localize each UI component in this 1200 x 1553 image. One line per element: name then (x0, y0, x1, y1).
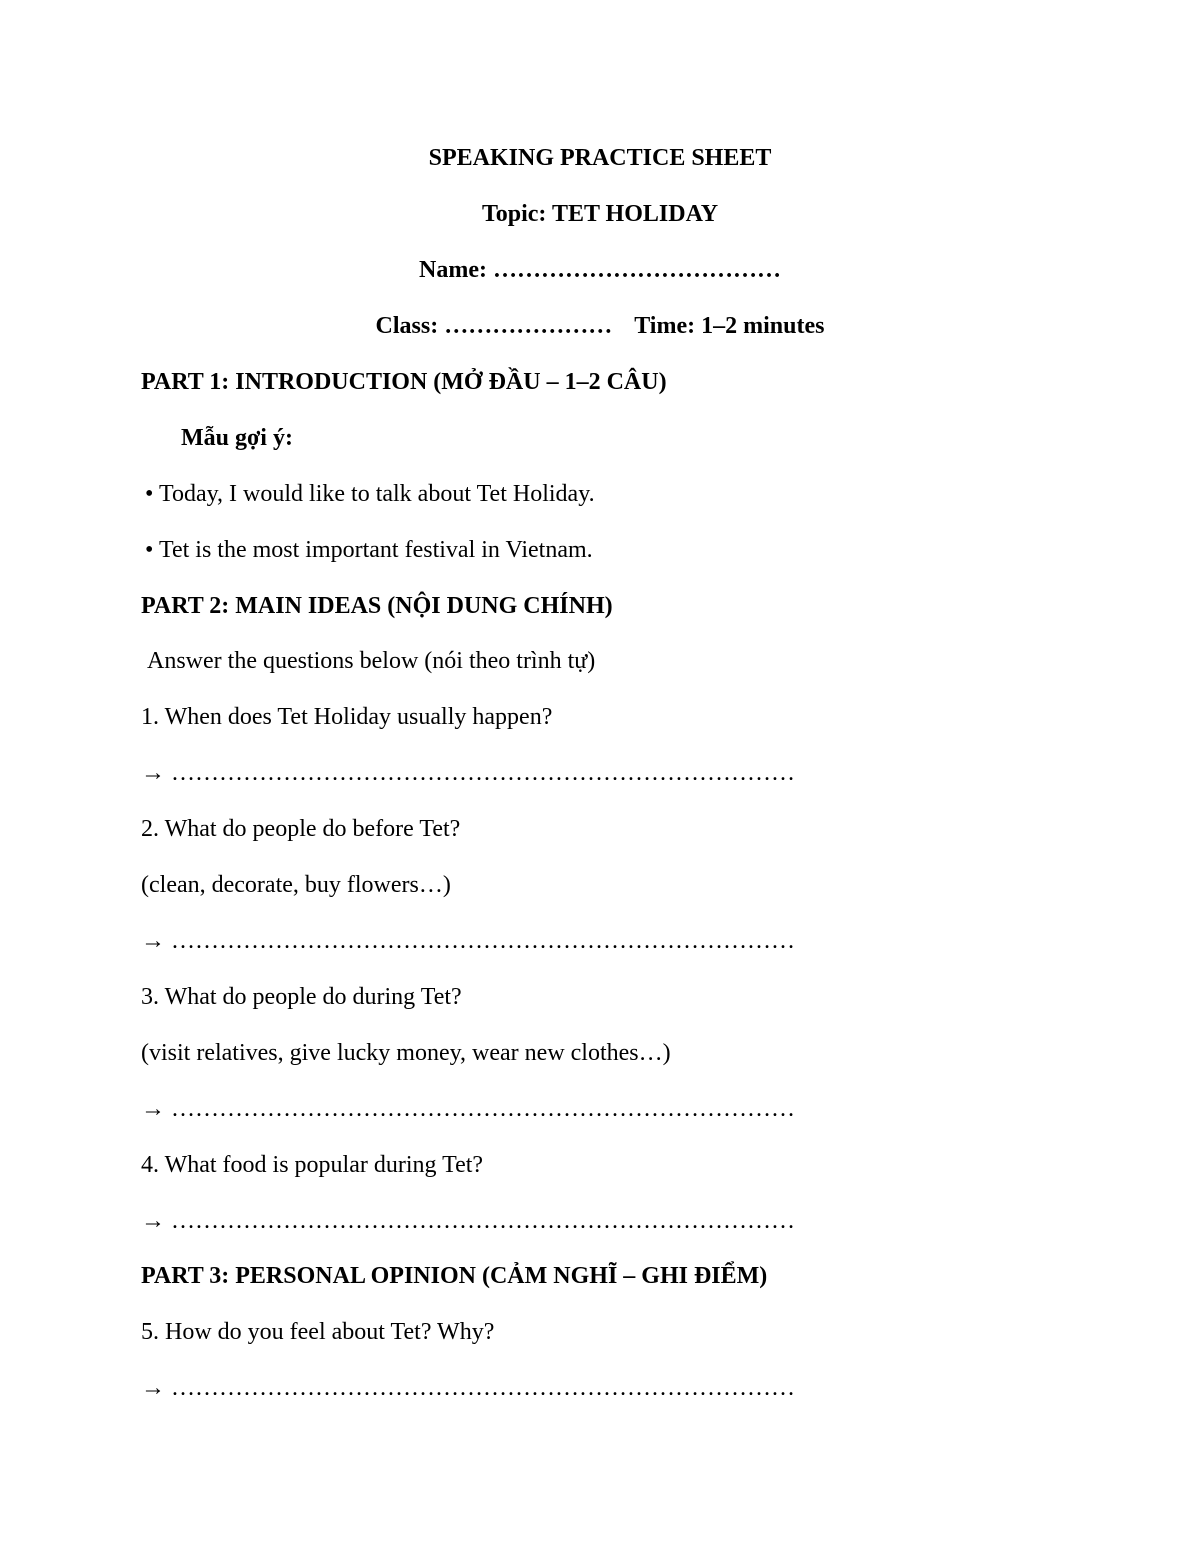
time-label: Time: 1–2 minutes (634, 313, 825, 339)
class-time-row (0, 311, 1200, 341)
class-field: Class: ………………… (375, 313, 613, 339)
page-title: SPEAKING PRACTICE SHEET (428, 145, 772, 171)
part2-heading: PART 2: MAIN IDEAS (NỘI DUNG CHÍNH) (141, 593, 613, 619)
name-field: Name: ……………………………… (419, 257, 781, 283)
question-5: 5. How do you feel about Tet? Why? (141, 1319, 495, 1345)
part2-instruction: Answer the questions below (nói theo trình tự) (147, 648, 596, 674)
question-3: 3. What do people do during Tet? (141, 984, 462, 1010)
answer-line-2: → …………………………………………………………………… (141, 928, 795, 954)
question-2-hint: (clean, decorate, buy flowers…) (141, 872, 451, 898)
answer-line-5: → …………………………………………………………………… (141, 1375, 795, 1401)
answer-line-1: → …………………………………………………………………… (141, 760, 795, 786)
topic-line: Topic: TET HOLIDAY (481, 201, 719, 227)
question-4: 4. What food is popular during Tet? (141, 1152, 484, 1178)
question-1: 1. When does Tet Holiday usually happen? (141, 704, 553, 730)
question-3-hint: (visit relatives, give lucky money, wear new clothes…) (141, 1040, 671, 1066)
part1-heading: PART 1: INTRODUCTION (MỞ ĐẦU – 1–2 CÂU) (141, 369, 667, 395)
answer-line-3: → …………………………………………………………………… (141, 1096, 795, 1122)
bullet-item: • Today, I would like to talk about Tet Holiday. (145, 481, 595, 507)
question-2: 2. What do people do before Tet? (141, 816, 461, 842)
sample-label: Mẫu gợi ý: (181, 425, 293, 451)
answer-line-4: → …………………………………………………………………… (141, 1208, 795, 1234)
part3-heading: PART 3: PERSONAL OPINION (CẢM NGHĨ – GHI ĐIỂM) (141, 1263, 768, 1289)
bullet-item: • Tet is the most important festival in Vietnam. (145, 537, 593, 563)
